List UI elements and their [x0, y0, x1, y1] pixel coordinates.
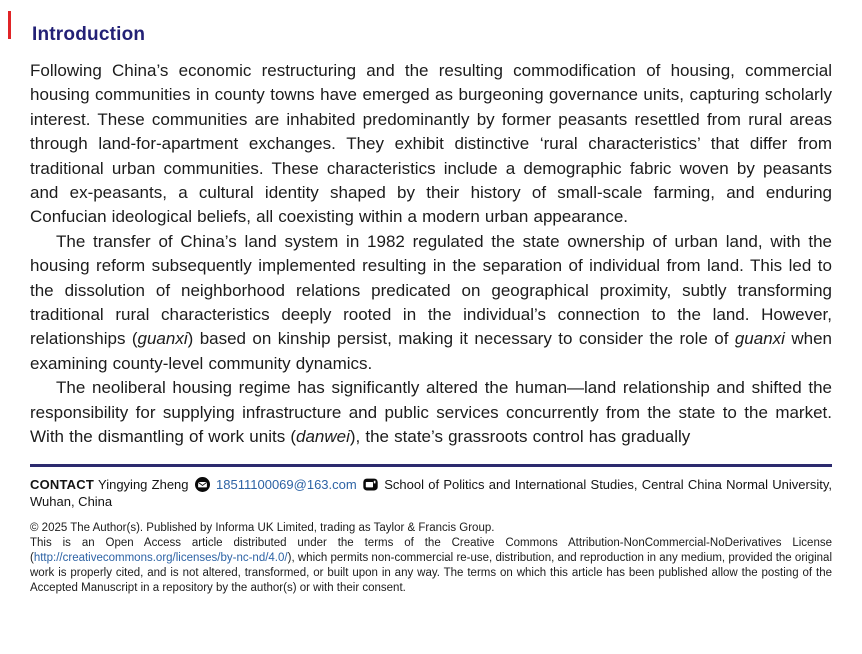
section-heading-introduction: Introduction	[32, 24, 146, 45]
cc-license-link[interactable]: http://creativecommons.org/licenses/by-nc-nd/4.0/	[33, 551, 288, 564]
text-segment: Following China’s economic restructuring and the resulting commodification of housing, commercial housing communities in county towns have emerged as burgeoning governance units, capturing scholarly interest. These communities are inhabited predominantly by former peasants resettled from rural areas through land-for-apartment exchanges. They exhibit distinctive ‘rural characteristics’ that differ from traditional urban communities. These characteristics include a demographic fabric woven by peasants and ex-peasants, a cultural identity shaped by their history of small-scale farming, and enduring Confucian ideological beliefs, all coexisting within a modern urban appearance.	[30, 61, 832, 227]
envelope-icon	[195, 477, 210, 492]
paragraph-3	[30, 376, 832, 449]
license-text	[30, 536, 832, 596]
address-card-icon	[363, 477, 378, 492]
text-segment: guanxi	[137, 329, 188, 349]
contact-label: CONTACT	[30, 476, 94, 492]
text-segment: ), which permits non-commercial re-use, distribution, and reproduction in any medium, provided the original work is properly cited, and is not altered, transformed, or built upon in any way. The terms on which this article has been published allow the posting of the Accepted Manuscript in a repository by the author(s) or with their consent.	[30, 551, 832, 594]
text-segment: The transfer of China’s land system in 1982 regulated the state ownership of urban land, with the housing reform subsequently implemented resulting in the separation of individual from land. This led to the dissolution of neighborhood relations predicated on geographical proximity, subtly transforming traditional rural characteristics deeply rooted in the individual’s connection to the land. However, relationships (	[30, 231, 832, 349]
contact-affiliation: School of Politics and International Studies, Central China Normal University, Wuhan, China	[30, 476, 832, 509]
text-segment: guanxi	[734, 329, 785, 349]
text-segment: The neoliberal housing regime has significantly altered the human—land relationship and shifted the responsibility for supplying infrastructure and public services concurrently from the state to the market. With the dismantling of work units (	[30, 378, 832, 447]
contact-email-link[interactable]: 18511100069@163.com	[216, 476, 357, 492]
contact-author-name: Yingying Zheng	[98, 476, 189, 492]
red-annotation-mark	[8, 11, 11, 39]
copyright-line: © 2025 The Author(s). Published by Informa UK Limited, trading as Taylor & Francis Group.	[30, 521, 495, 534]
text-segment: ) based on kinship persist, making it necessary to consider the role of	[187, 329, 735, 349]
text-segment: when examining county-level community dynamics.	[30, 329, 832, 373]
paragraph-2	[30, 230, 832, 376]
copyright-block	[30, 521, 832, 596]
text-segment: ), the state’s grassroots control has gradually	[349, 427, 691, 447]
text-segment: danwei	[296, 427, 350, 447]
footer-divider-rule	[30, 464, 832, 467]
contact-block	[30, 476, 832, 511]
paragraph-1	[30, 59, 832, 230]
text-segment: This is an Open Access article distributed under the terms of the Creative Commons Attribution-NonCommercial-NoDerivatives License (	[30, 536, 832, 564]
